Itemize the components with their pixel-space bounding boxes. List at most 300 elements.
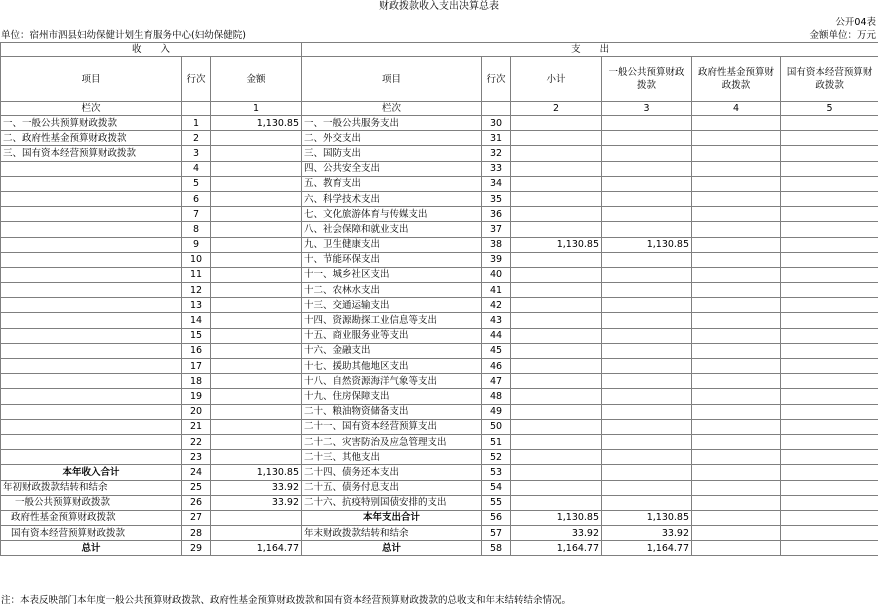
- expense-subtotal-cell: [511, 313, 602, 328]
- expense-row-no-cell: 46: [482, 359, 511, 374]
- expense-state-capital-cell: [781, 419, 878, 434]
- expense-item-cell: 二十、粮油物资储备支出: [302, 404, 482, 419]
- expense-gov-fund-cell: [692, 343, 781, 358]
- table-row: [1, 252, 878, 267]
- expense-gov-fund-cell: [692, 526, 781, 541]
- expense-row-no-cell: 50: [482, 419, 511, 434]
- expense-subtotal-cell: [511, 191, 602, 206]
- header-item: 项目: [1, 57, 182, 102]
- expense-state-capital-cell: [781, 343, 878, 358]
- income-row-no-cell: 4: [182, 161, 211, 176]
- expense-row-no-cell: 52: [482, 450, 511, 465]
- expense-general-budget-cell: [602, 176, 692, 191]
- header-gov-fund: 政府性基金预算财政拨款: [692, 57, 781, 102]
- table-row: [1, 131, 878, 146]
- income-amount-cell: [211, 374, 302, 389]
- expense-section-header: 支 出: [302, 43, 878, 57]
- expense-general-budget-cell: [602, 222, 692, 237]
- expense-item-cell: 一、一般公共服务支出: [302, 116, 482, 131]
- expense-general-budget-cell: [602, 434, 692, 449]
- expense-state-capital-cell: [781, 207, 878, 222]
- table-row: [1, 298, 878, 313]
- expense-subtotal-cell: [511, 267, 602, 282]
- expense-subtotal-cell: [511, 252, 602, 267]
- income-item-cell: [1, 267, 182, 282]
- income-amount-cell: [211, 161, 302, 176]
- table-row: [1, 237, 878, 252]
- expense-subtotal-cell: [511, 207, 602, 222]
- expense-general-budget-cell: [602, 419, 692, 434]
- expense-item-cell: 二十六、抗疫特别国债安排的支出: [302, 495, 482, 510]
- table-row: [1, 116, 878, 131]
- income-item-cell: 年初财政拨款结转和结余: [1, 480, 182, 495]
- expense-state-capital-cell: [781, 161, 878, 176]
- expense-subtotal-cell: [511, 374, 602, 389]
- table-row: [1, 510, 878, 525]
- expense-state-capital-cell: [781, 465, 878, 480]
- income-row-no-cell: 5: [182, 176, 211, 191]
- income-amount-cell: [211, 404, 302, 419]
- income-row-no-cell: 24: [182, 465, 211, 480]
- expense-gov-fund-cell: [692, 283, 781, 298]
- income-row-no-cell: 22: [182, 434, 211, 449]
- expense-state-capital-cell: [781, 267, 878, 282]
- income-amount-cell: [211, 191, 302, 206]
- expense-state-capital-cell: [781, 480, 878, 495]
- expense-subtotal-cell: [511, 161, 602, 176]
- income-amount-cell: [211, 207, 302, 222]
- income-amount-cell: [211, 419, 302, 434]
- expense-gov-fund-cell: [692, 404, 781, 419]
- expense-row-no-cell: 41: [482, 283, 511, 298]
- unit-row: [0, 29, 878, 42]
- expense-gov-fund-cell: [692, 207, 781, 222]
- expense-general-budget-cell: [602, 207, 692, 222]
- unit-label: 单位：宿州市泗县妇幼保健计划生育服务中心(妇幼保健院): [1, 30, 246, 41]
- expense-row-no-cell: 56: [482, 510, 511, 525]
- table-row: [1, 161, 878, 176]
- table-row: [1, 359, 878, 374]
- expense-gov-fund-cell: [692, 267, 781, 282]
- expense-gov-fund-cell: [692, 450, 781, 465]
- expense-subtotal-cell: [511, 343, 602, 358]
- expense-gov-fund-cell: [692, 176, 781, 191]
- income-amount-cell: [211, 131, 302, 146]
- expense-row-no-cell: 47: [482, 374, 511, 389]
- expense-subtotal-cell: [511, 176, 602, 191]
- expense-subtotal-cell: 33.92: [511, 526, 602, 541]
- expense-state-capital-cell: [781, 359, 878, 374]
- income-row-no-cell: 29: [182, 541, 211, 556]
- expense-general-budget-cell: [602, 343, 692, 358]
- income-item-cell: 总计: [1, 541, 182, 556]
- expense-state-capital-cell: [781, 541, 878, 556]
- table-row: [1, 480, 878, 495]
- table-row: [1, 450, 878, 465]
- income-item-cell: [1, 176, 182, 191]
- expense-row-no-cell: 38: [482, 237, 511, 252]
- income-row-no-cell: 3: [182, 146, 211, 161]
- expense-item-cell: 二、外交支出: [302, 131, 482, 146]
- expense-general-budget-cell: [602, 116, 692, 131]
- expense-item-cell: 七、文化旅游体育与传媒支出: [302, 207, 482, 222]
- expense-subtotal-cell: [511, 404, 602, 419]
- col-index-3: 3: [602, 102, 692, 116]
- expense-state-capital-cell: [781, 237, 878, 252]
- expense-row-no-cell: 33: [482, 161, 511, 176]
- income-row-no-cell: 1: [182, 116, 211, 131]
- expense-row-no-cell: 53: [482, 465, 511, 480]
- expense-row-no-cell: 58: [482, 541, 511, 556]
- expense-item-cell: 六、科学技术支出: [302, 191, 482, 206]
- expense-gov-fund-cell: [692, 359, 781, 374]
- income-row-no-cell: 16: [182, 343, 211, 358]
- income-item-cell: [1, 313, 182, 328]
- expense-general-budget-cell: 33.92: [602, 526, 692, 541]
- expense-subtotal-cell: [511, 465, 602, 480]
- income-item-cell: [1, 191, 182, 206]
- income-amount-cell: [211, 176, 302, 191]
- expense-row-no-cell: 45: [482, 343, 511, 358]
- expense-item-cell: 十七、援助其他地区支出: [302, 359, 482, 374]
- expense-general-budget-cell: [602, 131, 692, 146]
- expense-state-capital-cell: [781, 298, 878, 313]
- income-row-no-cell: 20: [182, 404, 211, 419]
- table-row: [1, 419, 878, 434]
- expense-general-budget-cell: [602, 146, 692, 161]
- income-row-no-cell: 18: [182, 374, 211, 389]
- expense-general-budget-cell: [602, 267, 692, 282]
- table-row: [1, 222, 878, 237]
- expense-item-cell: 二十三、其他支出: [302, 450, 482, 465]
- table-row: [1, 389, 878, 404]
- income-row-no-cell: 2: [182, 131, 211, 146]
- income-item-cell: [1, 222, 182, 237]
- income-item-cell: 本年收入合计: [1, 465, 182, 480]
- expense-subtotal-cell: 1,164.77: [511, 541, 602, 556]
- income-item-cell: [1, 298, 182, 313]
- expense-subtotal-cell: [511, 434, 602, 449]
- income-amount-cell: [211, 343, 302, 358]
- expense-row-no-cell: 49: [482, 404, 511, 419]
- expense-state-capital-cell: [781, 434, 878, 449]
- table-row: [1, 176, 878, 191]
- expense-general-budget-cell: [602, 480, 692, 495]
- header-state-capital: 国有资本经营预算财政拨款: [781, 57, 878, 102]
- expense-state-capital-cell: [781, 495, 878, 510]
- income-amount-cell: [211, 146, 302, 161]
- expense-gov-fund-cell: [692, 116, 781, 131]
- table-row: [1, 404, 878, 419]
- income-item-cell: 三、国有资本经营预算财政拨款: [1, 146, 182, 161]
- expense-gov-fund-cell: [692, 389, 781, 404]
- expense-row-no-cell: 54: [482, 480, 511, 495]
- expense-general-budget-cell: [602, 389, 692, 404]
- expense-subtotal-cell: [511, 389, 602, 404]
- income-row-no-cell: 25: [182, 480, 211, 495]
- expense-item-cell: 总计: [302, 541, 482, 556]
- income-row-no-cell: 21: [182, 419, 211, 434]
- expense-item-cell: 二十四、债务还本支出: [302, 465, 482, 480]
- expense-gov-fund-cell: [692, 510, 781, 525]
- col-index-blank: [182, 102, 211, 116]
- expense-gov-fund-cell: [692, 541, 781, 556]
- expense-general-budget-cell: [602, 374, 692, 389]
- expense-gov-fund-cell: [692, 161, 781, 176]
- expense-gov-fund-cell: [692, 191, 781, 206]
- expense-general-budget-cell: 1,130.85: [602, 237, 692, 252]
- expense-item-cell: 年末财政拨款结转和结余: [302, 526, 482, 541]
- header-subtotal: 小计: [511, 57, 602, 102]
- income-item-cell: 政府性基金预算财政拨款: [1, 510, 182, 525]
- income-item-cell: [1, 419, 182, 434]
- header-item-expense: 项目: [302, 57, 482, 102]
- expense-row-no-cell: 39: [482, 252, 511, 267]
- header-general-budget: 一般公共预算财政拨款: [602, 57, 692, 102]
- expense-general-budget-cell: 1,130.85: [602, 510, 692, 525]
- expense-item-cell: 二十一、国有资本经营预算支出: [302, 419, 482, 434]
- expense-gov-fund-cell: [692, 419, 781, 434]
- expense-general-budget-cell: [602, 191, 692, 206]
- expense-state-capital-cell: [781, 328, 878, 343]
- income-item-cell: [1, 237, 182, 252]
- table-row: [1, 465, 878, 480]
- expense-state-capital-cell: [781, 450, 878, 465]
- income-item-cell: [1, 404, 182, 419]
- footnote: 注：本表反映部门本年度一般公共预算财政拨款、政府性基金预算财政拨款和国有资本经营预算财政拨款的总收支和年末结转结余情况。: [1, 595, 572, 606]
- table-row: [1, 267, 878, 282]
- expense-item-cell: 十、节能环保支出: [302, 252, 482, 267]
- expense-item-cell: 三、国防支出: [302, 146, 482, 161]
- table-row: [1, 146, 878, 161]
- expense-state-capital-cell: [781, 313, 878, 328]
- expense-row-no-cell: 43: [482, 313, 511, 328]
- expense-subtotal-cell: [511, 116, 602, 131]
- expense-gov-fund-cell: [692, 222, 781, 237]
- expense-gov-fund-cell: [692, 146, 781, 161]
- expense-state-capital-cell: [781, 510, 878, 525]
- expense-row-no-cell: 42: [482, 298, 511, 313]
- column-header-row: [1, 57, 878, 102]
- expense-general-budget-cell: [602, 252, 692, 267]
- expense-row-no-cell: 44: [482, 328, 511, 343]
- expense-general-budget-cell: [602, 313, 692, 328]
- col-index-5: 5: [781, 102, 878, 116]
- expense-state-capital-cell: [781, 131, 878, 146]
- expense-row-no-cell: 37: [482, 222, 511, 237]
- expense-row-no-cell: 30: [482, 116, 511, 131]
- expense-item-cell: 十六、金融支出: [302, 343, 482, 358]
- income-row-no-cell: 9: [182, 237, 211, 252]
- expense-item-cell: 五、教育支出: [302, 176, 482, 191]
- income-row-no-cell: 8: [182, 222, 211, 237]
- income-amount-cell: 33.92: [211, 495, 302, 510]
- expense-row-no-cell: 48: [482, 389, 511, 404]
- expense-item-cell: 十二、农林水支出: [302, 283, 482, 298]
- budget-table: [0, 42, 878, 556]
- expense-general-budget-cell: [602, 495, 692, 510]
- expense-subtotal-cell: [511, 359, 602, 374]
- expense-item-cell: 二十五、债务付息支出: [302, 480, 482, 495]
- table-row: [1, 374, 878, 389]
- expense-general-budget-cell: [602, 298, 692, 313]
- income-row-no-cell: 11: [182, 267, 211, 282]
- col-index-2: 2: [511, 102, 602, 116]
- income-amount-cell: 1,130.85: [211, 465, 302, 480]
- expense-state-capital-cell: [781, 404, 878, 419]
- expense-subtotal-cell: [511, 131, 602, 146]
- table-row: [1, 313, 878, 328]
- col-index-label: 栏次: [1, 102, 182, 116]
- income-amount-cell: [211, 450, 302, 465]
- col-index-4: 4: [692, 102, 781, 116]
- expense-row-no-cell: 31: [482, 131, 511, 146]
- income-amount-cell: 1,130.85: [211, 116, 302, 131]
- income-row-no-cell: 19: [182, 389, 211, 404]
- expense-general-budget-cell: [602, 283, 692, 298]
- income-amount-cell: [211, 328, 302, 343]
- income-row-no-cell: 14: [182, 313, 211, 328]
- header-row-no: 行次: [182, 57, 211, 102]
- expense-item-cell: 十八、自然资源海洋气象等支出: [302, 374, 482, 389]
- expense-subtotal-cell: [511, 328, 602, 343]
- expense-gov-fund-cell: [692, 480, 781, 495]
- section-header-row: [1, 43, 878, 57]
- expense-item-cell: 十三、交通运输支出: [302, 298, 482, 313]
- income-amount-cell: [211, 298, 302, 313]
- income-amount-cell: [211, 267, 302, 282]
- col-index-label-expense: 栏次: [302, 102, 482, 116]
- expense-item-cell: 九、卫生健康支出: [302, 237, 482, 252]
- expense-subtotal-cell: [511, 283, 602, 298]
- expense-general-budget-cell: [602, 450, 692, 465]
- income-item-cell: [1, 343, 182, 358]
- expense-state-capital-cell: [781, 116, 878, 131]
- expense-general-budget-cell: 1,164.77: [602, 541, 692, 556]
- expense-gov-fund-cell: [692, 434, 781, 449]
- table-row: [1, 541, 878, 556]
- income-row-no-cell: 10: [182, 252, 211, 267]
- expense-item-cell: 十九、住房保障支出: [302, 389, 482, 404]
- expense-item-cell: 四、公共安全支出: [302, 161, 482, 176]
- expense-item-cell: 二十二、灾害防治及应急管理支出: [302, 434, 482, 449]
- expense-state-capital-cell: [781, 526, 878, 541]
- expense-gov-fund-cell: [692, 252, 781, 267]
- expense-gov-fund-cell: [692, 237, 781, 252]
- table-row: [1, 495, 878, 510]
- expense-state-capital-cell: [781, 176, 878, 191]
- income-item-cell: 一、一般公共预算财政拨款: [1, 116, 182, 131]
- income-amount-cell: [211, 434, 302, 449]
- expense-row-no-cell: 51: [482, 434, 511, 449]
- income-item-cell: 国有资本经营预算财政拨款: [1, 526, 182, 541]
- expense-gov-fund-cell: [692, 374, 781, 389]
- income-row-no-cell: 7: [182, 207, 211, 222]
- income-amount-cell: [211, 283, 302, 298]
- income-amount-cell: [211, 389, 302, 404]
- expense-gov-fund-cell: [692, 328, 781, 343]
- expense-subtotal-cell: 1,130.85: [511, 237, 602, 252]
- expense-state-capital-cell: [781, 252, 878, 267]
- expense-subtotal-cell: [511, 480, 602, 495]
- col-index-1: 1: [211, 102, 302, 116]
- income-item-cell: [1, 450, 182, 465]
- form-number: 公开04表: [835, 17, 876, 28]
- income-row-no-cell: 28: [182, 526, 211, 541]
- expense-subtotal-cell: [511, 146, 602, 161]
- income-amount-cell: [211, 313, 302, 328]
- income-section-header: 收 入: [1, 43, 302, 57]
- table-row: [1, 191, 878, 206]
- expense-general-budget-cell: [602, 465, 692, 480]
- income-item-cell: [1, 434, 182, 449]
- income-item-cell: [1, 374, 182, 389]
- header-row-no-expense: 行次: [482, 57, 511, 102]
- expense-item-cell: 本年支出合计: [302, 510, 482, 525]
- expense-general-budget-cell: [602, 359, 692, 374]
- income-row-no-cell: 17: [182, 359, 211, 374]
- income-item-cell: [1, 207, 182, 222]
- expense-row-no-cell: 36: [482, 207, 511, 222]
- expense-subtotal-cell: [511, 450, 602, 465]
- income-item-cell: [1, 359, 182, 374]
- table-row: [1, 328, 878, 343]
- expense-gov-fund-cell: [692, 465, 781, 480]
- expense-row-no-cell: 40: [482, 267, 511, 282]
- income-amount-cell: [211, 237, 302, 252]
- expense-gov-fund-cell: [692, 131, 781, 146]
- income-row-no-cell: 26: [182, 495, 211, 510]
- income-row-no-cell: 6: [182, 191, 211, 206]
- expense-subtotal-cell: [511, 419, 602, 434]
- expense-subtotal-cell: 1,130.85: [511, 510, 602, 525]
- expense-general-budget-cell: [602, 328, 692, 343]
- expense-general-budget-cell: [602, 404, 692, 419]
- income-row-no-cell: 23: [182, 450, 211, 465]
- income-item-cell: [1, 389, 182, 404]
- expense-gov-fund-cell: [692, 313, 781, 328]
- expense-row-no-cell: 57: [482, 526, 511, 541]
- income-item-cell: [1, 328, 182, 343]
- expense-state-capital-cell: [781, 146, 878, 161]
- income-amount-cell: 33.92: [211, 480, 302, 495]
- table-row: [1, 343, 878, 358]
- income-row-no-cell: 12: [182, 283, 211, 298]
- income-row-no-cell: 15: [182, 328, 211, 343]
- table-row: [1, 526, 878, 541]
- expense-row-no-cell: 34: [482, 176, 511, 191]
- income-item-cell: 二、政府性基金预算财政拨款: [1, 131, 182, 146]
- table-row: [1, 434, 878, 449]
- expense-item-cell: 十五、商业服务业等支出: [302, 328, 482, 343]
- column-index-row: [1, 102, 878, 116]
- income-amount-cell: [211, 222, 302, 237]
- expense-row-no-cell: 35: [482, 191, 511, 206]
- expense-row-no-cell: 55: [482, 495, 511, 510]
- income-item-cell: 一般公共预算财政拨款: [1, 495, 182, 510]
- expense-state-capital-cell: [781, 374, 878, 389]
- expense-gov-fund-cell: [692, 495, 781, 510]
- report-title: 财政拨款收入支出决算总表: [379, 1, 499, 12]
- income-amount-cell: 1,164.77: [211, 541, 302, 556]
- expense-gov-fund-cell: [692, 298, 781, 313]
- amount-unit-label: 金额单位：万元: [809, 30, 876, 41]
- expense-state-capital-cell: [781, 222, 878, 237]
- table-row: [1, 207, 878, 222]
- income-amount-cell: [211, 359, 302, 374]
- col-index-blank-expense: [482, 102, 511, 116]
- expense-subtotal-cell: [511, 298, 602, 313]
